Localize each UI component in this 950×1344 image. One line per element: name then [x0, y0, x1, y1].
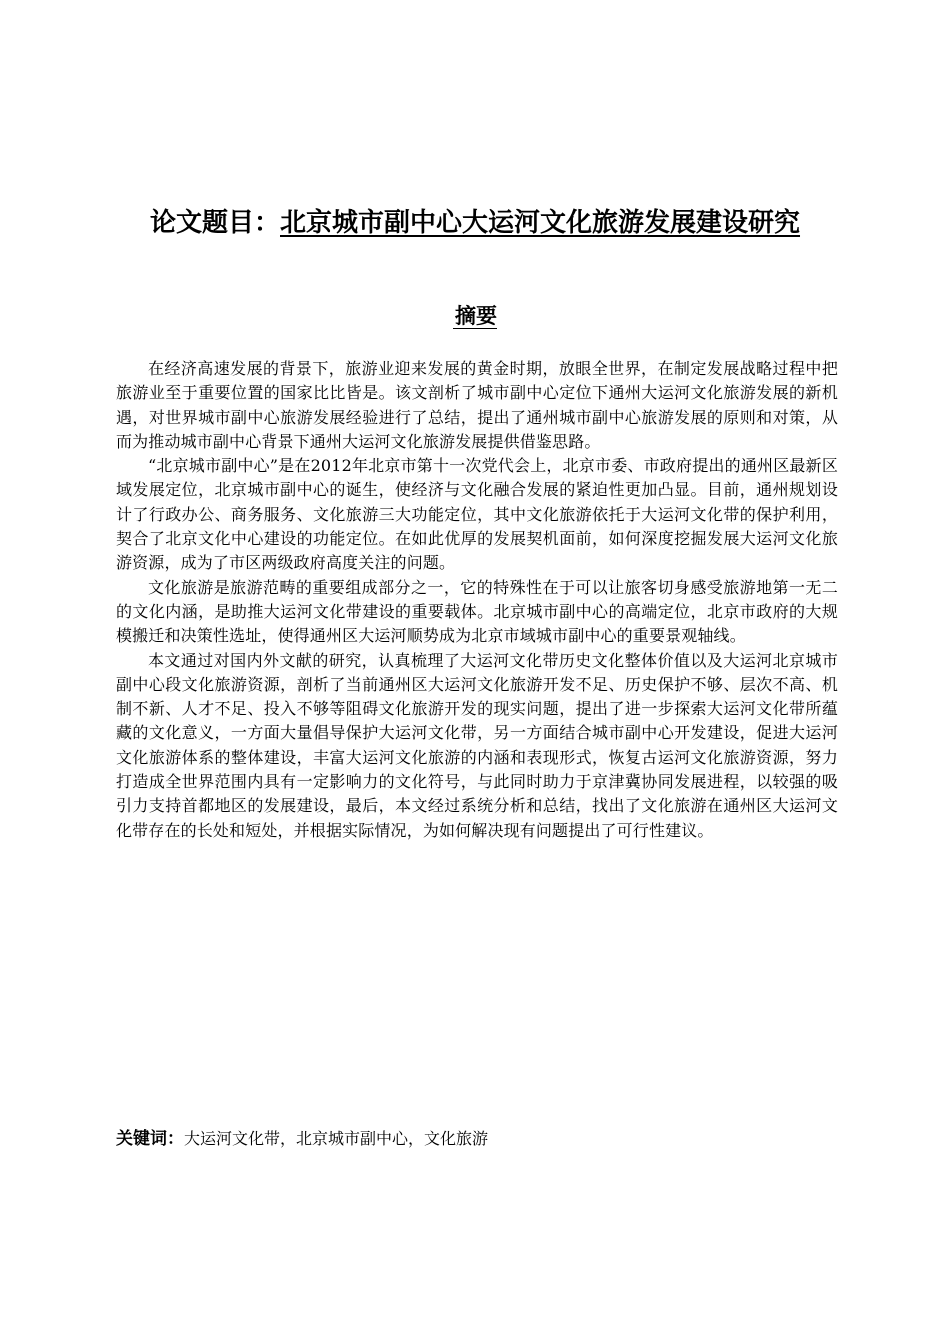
abstract-paragraph-4: 本文通过对国内外文献的研究，认真梳理了大运河文化带历史文化整体价值以及大运河北京城市副中心段文化旅游资源，剖析了当前通州区大运河文化旅游开发不足、历史保护不够、层次不高、机制不新、人才不足、投入不够等阻碍文化旅游开发的现实问题，提出了进一步探索大运河文化带所蕴藏的文化意义，一方面大量倡导保护大运河文化带，另一方面结合城市副中心开发建设，促进大运河文化旅游体系的整体建设，丰富大运河文化旅游的内涵和表现形式，恢复古运河文化旅游资源，努力打造成全世界范围内具有一定影响力的文化符号，与此同时助力于京津冀协同发展进程，以较强的吸引力支持首都地区的发展建设，最后，本文经过系统分析和总结，找出了文化旅游在通州区大运河文化带存在的长处和短处，并根据实际情况，为如何解决现有问题提出了可行性建议。 — [116, 650, 838, 840]
abstract-heading — [0, 300, 950, 332]
abstract-heading-text: 摘要 — [455, 304, 497, 328]
abstract-paragraph-2: “北京城市副中心”是在2012年北京市第十一次党代会上，北京市委、市政府提出的通州区最新区域发展定位，北京城市副中心的诞生，使经济与文化融合发展的紧迫性更加凸显。目前，通州规划设计了行政办公、商务服务、文化旅游三大功能定位，其中文化旅游依托于大运河文化带的保护利用，契合了北京文化中心建设的功能定位。在如此优厚的发展契机面前，如何深度挖掘发展大运河文化旅游资源，成为了市区两级政府高度关注的问题。 — [116, 456, 838, 573]
thesis-title — [60, 203, 890, 243]
keywords-line — [116, 1126, 838, 1152]
keywords-text: 大运河文化带，北京城市副中心，文化旅游 — [184, 1129, 489, 1148]
keywords-label: 关键词： — [116, 1129, 184, 1149]
thesis-title-text: 北京城市副中心大运河文化旅游发展建设研究 — [280, 208, 801, 238]
abstract-paragraph-3: 文化旅游是旅游范畴的重要组成部分之一，它的特殊性在于可以让旅客切身感受旅游地第一无二的文化内涵，是助推大运河文化带建设的重要载体。北京城市副中心的高端定位，北京市政府的大规模搬迁和决策性选址，使得通州区大运河顺势成为北京市域城市副中心的重要景观轴线。 — [116, 577, 838, 646]
abstract-body — [116, 357, 838, 843]
abstract-paragraph-1: 在经济高速发展的背景下，旅游业迎来发展的黄金时期，放眼全世界，在制定发展战略过程中把旅游业至于重要位置的国家比比皆是。该文剖析了城市副中心定位下通州大运河文化旅游发展的新机遇，对世界城市副中心旅游发展经验进行了总结，提出了通州城市副中心旅游发展的原则和对策，从而为推动城市副中心背景下通州大运河文化旅游发展提供借鉴思路。 — [116, 359, 838, 451]
thesis-title-label: 论文题目： — [149, 208, 280, 238]
